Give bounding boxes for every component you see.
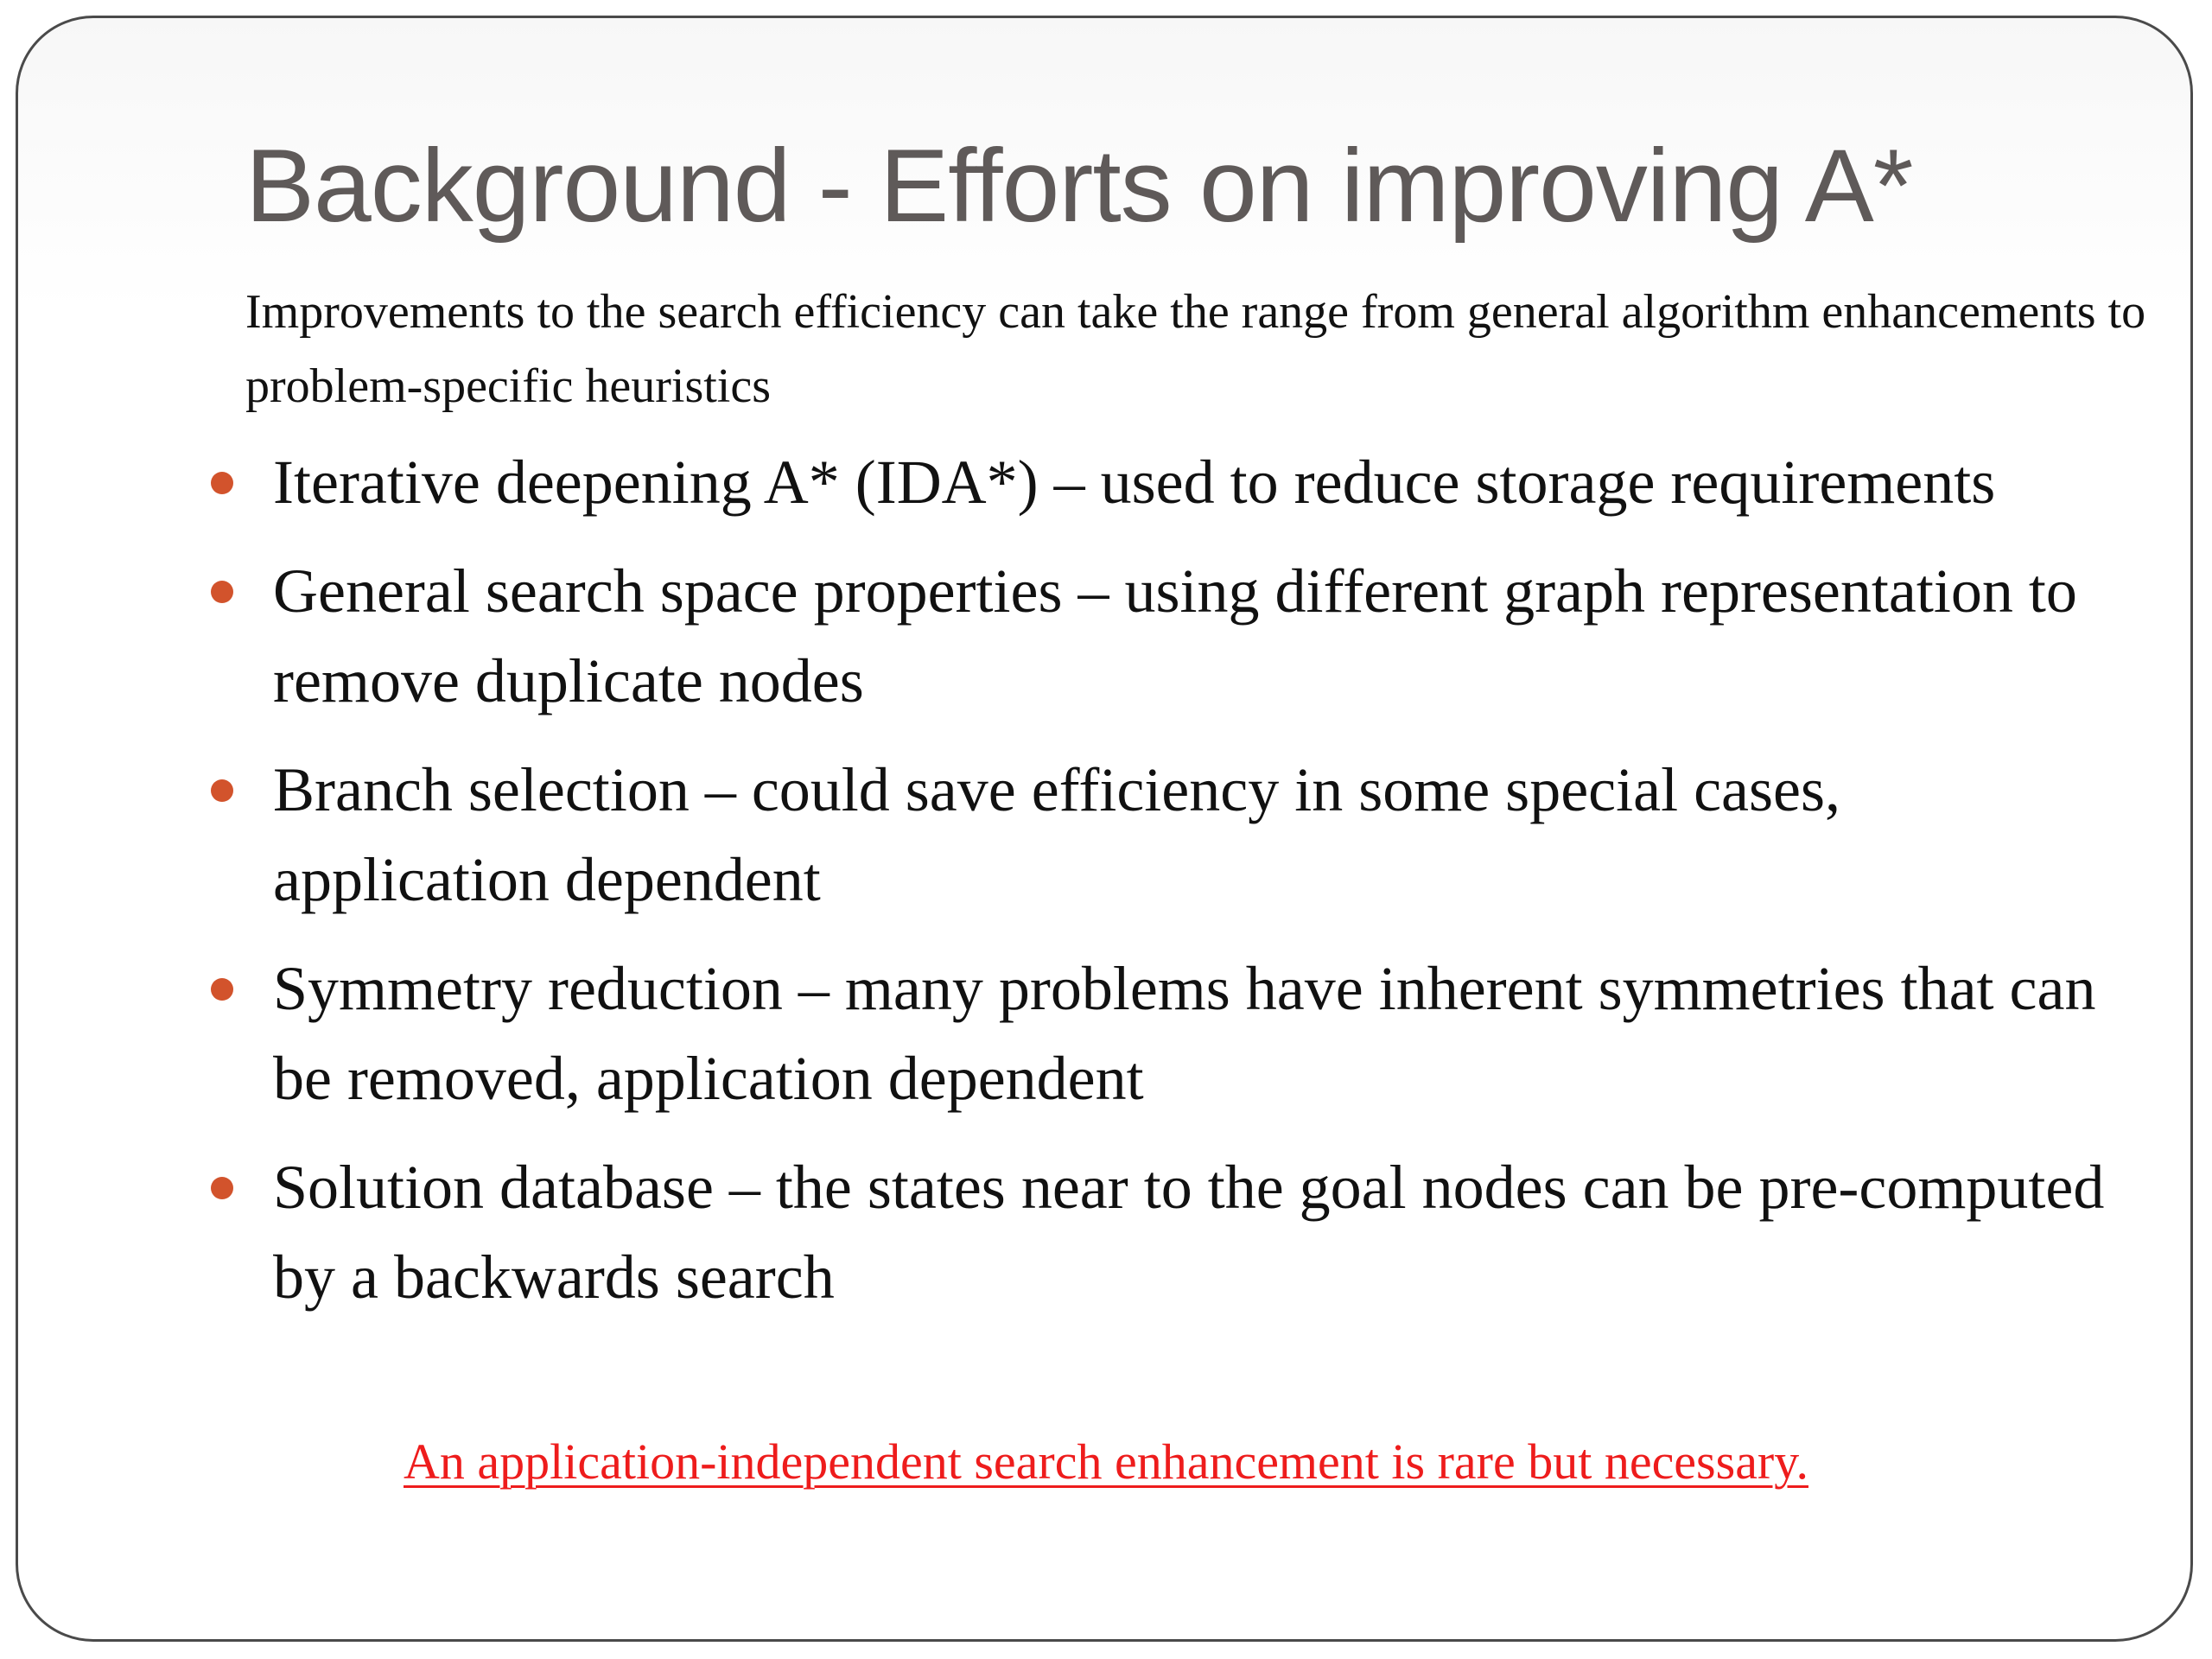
bullet-item-ida [204,437,2105,527]
bullet-dot-icon [211,779,233,802]
bullet-dot-icon [211,472,233,494]
bullet-item-search-space [204,546,2105,726]
bullet-dot-icon [211,978,233,1001]
bullet-item-symmetry [204,944,2105,1123]
bullet-list [204,437,2105,1341]
bullet-dot-icon [211,1177,233,1199]
bullet-text: Solution database – the states near to the goal nodes can be pre-computed by a backwards search [273,1153,2105,1312]
bullet-item-solution-database [204,1142,2105,1322]
bullet-text: General search space properties – using different graph representation to remove duplicate nodes [273,556,2077,715]
bullet-text: Iterative deepening A* (IDA*) – used to reduce storage requirements [273,448,1996,517]
bullet-item-branch-selection [204,745,2105,925]
bullet-text: Symmetry reduction – many problems have inherent symmetries that can be removed, application dependent [273,954,2096,1113]
bullet-dot-icon [211,581,233,603]
slide-intro-text: Improvements to the search efficiency can take the range from general algorithm enhancements to problem-specific heuristics [245,285,2146,413]
footer-note-link[interactable]: An application-independent search enhancement is rare but necessary. [404,1433,1808,1490]
bullet-text: Branch selection – could save efficiency in some special cases, application dependent [273,755,1840,914]
slide-title: Background - Efforts on improving A* [245,128,1913,244]
